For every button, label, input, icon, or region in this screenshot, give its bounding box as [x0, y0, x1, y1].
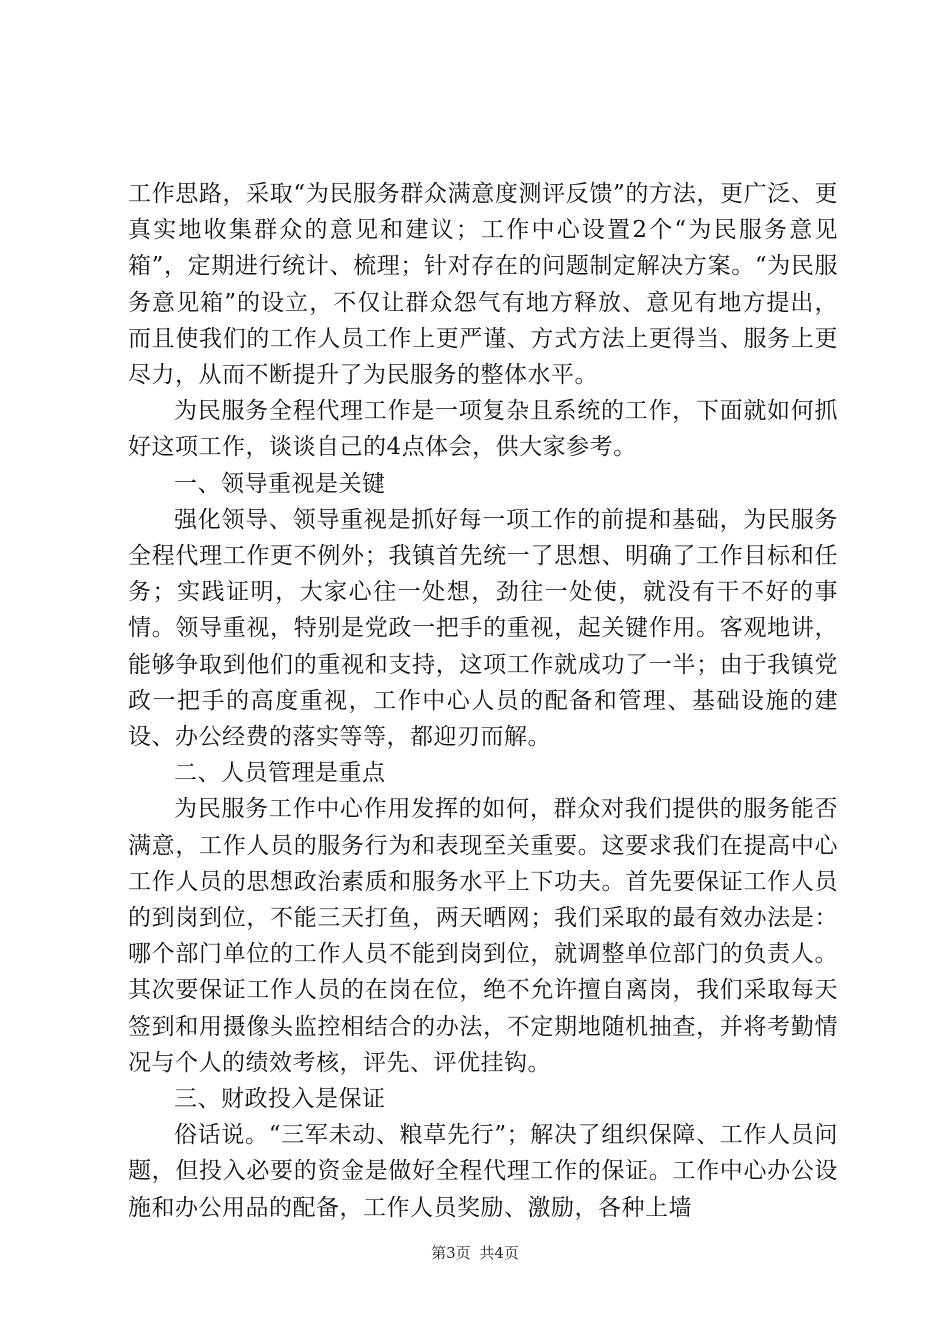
- paragraph-section-1: 强化领导、领导重视是抓好每一项工作的前提和基础，为民服务全程代理工作更不例外；我镇首先统一了思想、明确了工作目标和任务；实践证明，大家心往一处想，劲往一处使，就没有干不好的事情。领导重视，特别是党政一把手的重视，起关键作用。客观地讲，能够争取到他们的重视和支持，这项工作就成功了一半；由于我镇党政一把手的高度重视，工作中心人员的配备和管理、基础设施的建设、办公经费的落实等等，都迎刃而解。: [128, 506, 838, 751]
- page-number: 第3页: [431, 1244, 471, 1262]
- paragraph-section-3: 俗话说。“三军未动、粮草先行”；解决了组织保障、工作人员问题，但投入必要的资金是做好全程代理工作的保证。工作中心办公设施和办公用品的配备，工作人员奖励、激励，各种上墙: [128, 1122, 838, 1221]
- section-heading-2: 二、人员管理是重点: [174, 760, 386, 787]
- section-heading-3: 三、财政投入是保证: [174, 1086, 386, 1113]
- page-footer: [0, 1242, 950, 1263]
- paragraph-intro: 为民服务全程代理工作是一项复杂且系统的工作，下面就如何抓好这项工作，谈谈自己的4点体会，供大家参考。: [128, 398, 838, 461]
- paragraph-continuation: 工作思路，采取“为民服务群众满意度测评反馈”的方法，更广泛、更真实地收集群众的意见和建议；工作中心设置2个“为民服务意见箱”，定期进行统计、梳理；针对存在的问题制定解决方案。“为民服务意见箱”的设立，不仅让群众怨气有地方释放、意见有地方提出，而且使我们的工作人员工作上更严谨、方式方法上更得当、服务上更尽力，从而不断提升了为民服务的整体水平。: [128, 181, 838, 389]
- document-body: [128, 176, 838, 1226]
- section-heading-1: 一、领导重视是关键: [174, 470, 386, 497]
- paragraph-section-2: 为民服务工作中心作用发挥的如何，群众对我们提供的服务能否满意，工作人员的服务行为和表现至关重要。这要求我们在提高中心工作人员的思想政治素质和服务水平上下功夫。首先要保证工作人员的到岗到位，不能三天打鱼，两天晒网；我们采取的最有效办法是：哪个部门单位的工作人员不能到岗到位，就调整单位部门的负责人。其次要保证工作人员的在岗在位，绝不允许擅自离岗，我们采取每天签到和用摄像头监控相结合的办法，不定期地随机抽查，并将考勤情况与个人的绩效考核，评先、评优挂钩。: [128, 796, 838, 1076]
- page-total: 共4页: [479, 1244, 519, 1262]
